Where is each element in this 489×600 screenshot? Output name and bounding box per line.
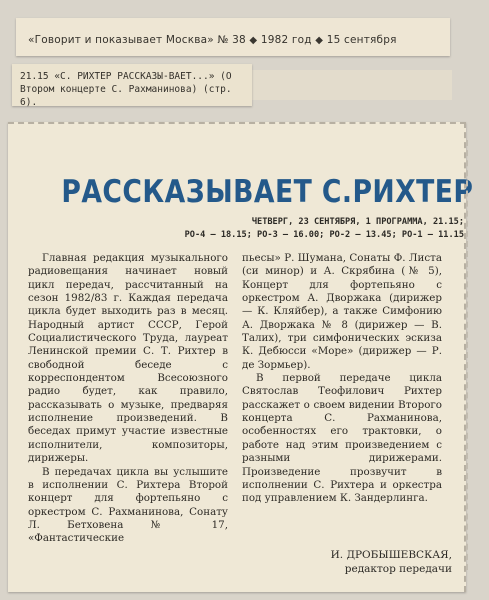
article-signature: [242, 548, 452, 576]
article-clipping: [8, 122, 474, 592]
issue-number: № 38: [217, 34, 246, 46]
issue-date: 15 сентября: [326, 34, 397, 46]
author-name: И. ДРОБЫШЕВСКАЯ,: [330, 549, 452, 561]
article-headline: РАССКАЗЫВАЕТ С.РИХТЕР: [61, 174, 474, 210]
newspaper-header-clipping: [16, 18, 450, 56]
paper-backing-strip: [252, 70, 452, 100]
article-paragraph: Главная редакция музыкального радиовещания начинает новый цикл передач, рассчитанный на сезон 1982/83 г. Каждая передача цикла будет выходить раз в месяц. Народный артист СССР, Герой Социалистического Труда, лауреат Ленинской премии С. Т. Рихтер в свободной беседе с корреспондентом Всесоюзного радио будет, как правило, рассказывать о музыке, предваряя исполнение произведений. В беседах примут участие известные исполнители, композиторы, дирижеры.: [28, 252, 228, 465]
broadcast-schedule: [176, 216, 464, 242]
publication-name: «Говорит и показывает Москва»: [28, 34, 214, 46]
article-paragraph: пьесы» Р. Шумана, Сонаты Ф. Листа (си минор) и А. Скрябина (№ 5), Концерт для фортепьяно с оркестром А. Дворжака (дирижер — К. Кляйбер), а также Симфонию А. Дворжака № 8 (дирижер — В. Талих), три симфонических эскиза К. Дебюсси «Море» (дирижер — Р. де Зормьер).: [242, 252, 442, 371]
author-role: редактор передачи: [344, 563, 452, 575]
schedule-line: ЧЕТВЕРГ, 23 СЕНТЯБРЯ, 1 ПРОГРАММА, 21.15;: [251, 217, 464, 227]
article-paragraph: В первой передаче цикла Святослав Теофилович Рихтер расскажет о своем видении Второго концерта С. Рахманинова, особенностях его трактовки, о работе над этим произведением с разными дирижерами. Произведение прозвучит в исполнении С. Рихтера и оркестра под управлением К. Зандерлинга.: [242, 372, 442, 505]
program-listing-clipping: [12, 64, 252, 106]
diamond-separator-icon: ◆: [315, 35, 324, 46]
article-paragraph: В передачах цикла вы услышите в исполнении С. Рихтера Второй концерт для фортепьяно с оркестром С. Рахманинова, Сонату Л. Бетховена № 17, «Фантастические: [28, 465, 228, 545]
newspaper-header-line: [28, 34, 397, 46]
schedule-line: РО-4 — 18.15; РО-3 — 16.00; РО-2 — 13.45; РО-1 — 11.15: [184, 230, 464, 240]
article-column-left: [28, 252, 228, 546]
issue-year: 1982 год: [260, 34, 312, 46]
torn-edge-divider: [466, 140, 470, 570]
program-listing-text: 21.15 «С. РИХТЕР РАССКАЗЫ-ВАЕТ...» (О Втором концерте С. Рахманинова) (стр. 6).: [20, 71, 232, 108]
article-column-right: [242, 252, 442, 506]
diamond-separator-icon: ◆: [249, 35, 258, 46]
